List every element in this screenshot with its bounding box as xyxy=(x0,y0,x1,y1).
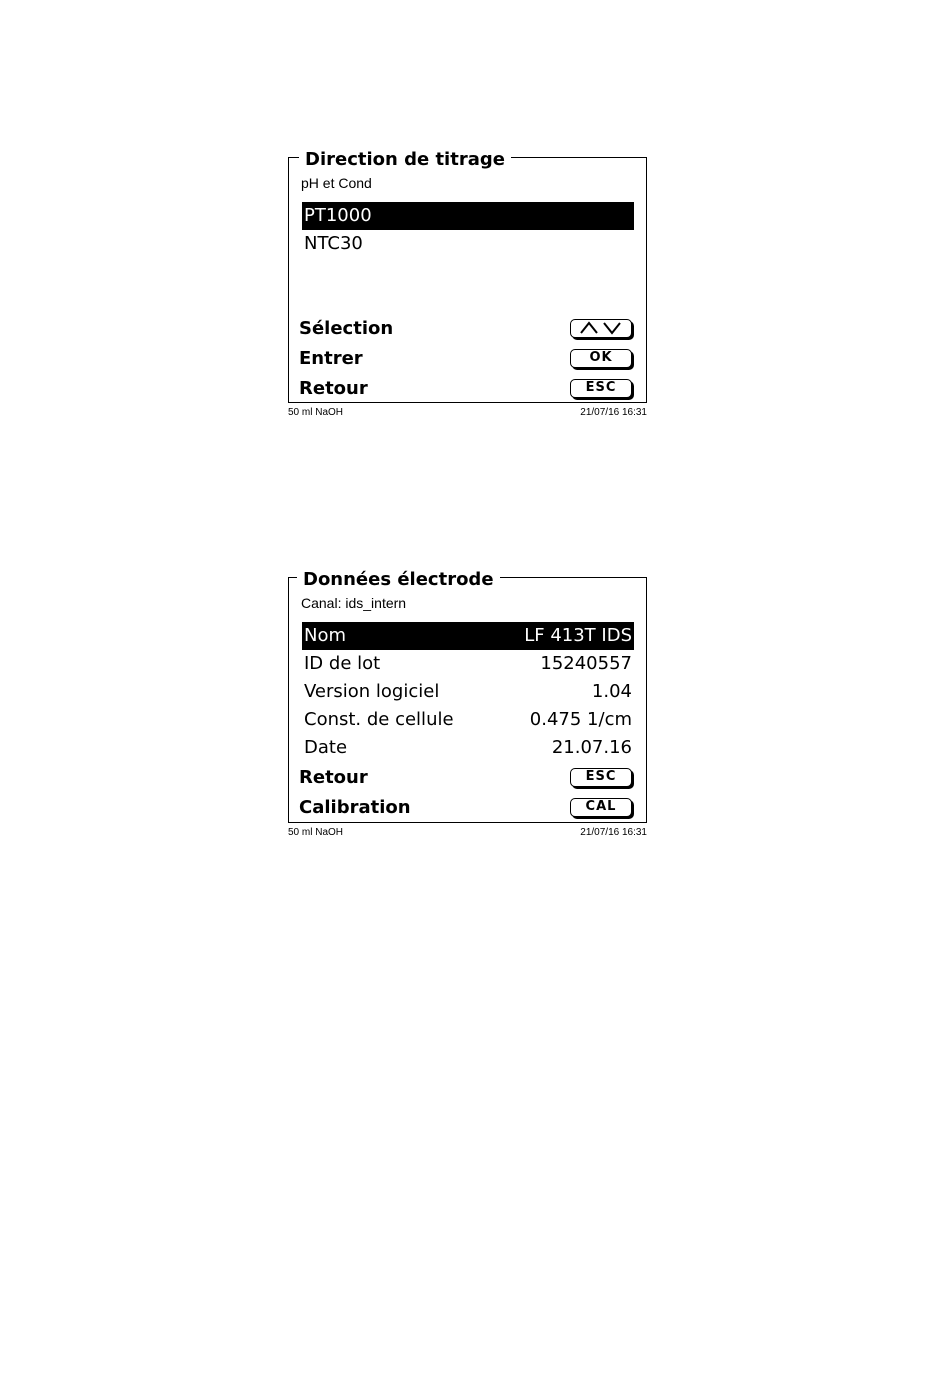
row-label: Version logiciel xyxy=(304,681,440,702)
option-list xyxy=(302,202,634,258)
ok-key[interactable]: OK xyxy=(570,349,632,368)
back-row xyxy=(299,374,634,402)
row-cell-constant[interactable] xyxy=(302,706,634,734)
up-down-arrows-icon xyxy=(578,321,624,335)
calibration-row xyxy=(299,793,634,821)
row-value: 21.07.16 xyxy=(551,737,632,758)
calibration-label: Calibration xyxy=(299,796,411,818)
status-datetime: 21/07/16 16:31 xyxy=(580,407,647,418)
screen-subtitle: Canal: ids_intern xyxy=(301,595,407,611)
row-value: 1.04 xyxy=(591,681,632,702)
up-down-key[interactable] xyxy=(570,319,632,338)
status-reagent: 50 ml NaOH xyxy=(288,407,344,418)
selection-label: Sélection xyxy=(299,317,394,339)
selection-row xyxy=(299,314,634,342)
esc-key[interactable]: ESC xyxy=(570,768,632,787)
row-label: Nom xyxy=(304,625,347,646)
screen-title: Données électrode xyxy=(297,570,500,590)
status-bar xyxy=(288,827,647,839)
status-bar xyxy=(288,407,647,419)
option-pt1000[interactable]: PT1000 xyxy=(302,202,634,230)
esc-key[interactable]: ESC xyxy=(570,379,632,398)
screen-title: Direction de titrage xyxy=(299,150,511,170)
row-value: 0.475 1/cm xyxy=(529,709,632,730)
status-reagent: 50 ml NaOH xyxy=(288,827,344,838)
row-value: 15240557 xyxy=(540,653,632,674)
row-name[interactable] xyxy=(302,622,634,650)
row-label: Const. de cellule xyxy=(304,709,454,730)
row-software-version[interactable] xyxy=(302,678,634,706)
row-label: ID de lot xyxy=(304,653,381,674)
row-batch-id[interactable] xyxy=(302,650,634,678)
enter-label: Entrer xyxy=(299,347,363,369)
back-label: Retour xyxy=(299,377,368,399)
enter-row xyxy=(299,344,634,372)
electrode-data-list xyxy=(302,622,634,762)
status-datetime: 21/07/16 16:31 xyxy=(580,827,647,838)
option-ntc30[interactable]: NTC30 xyxy=(304,233,363,254)
back-row xyxy=(299,763,634,791)
row-label: Date xyxy=(304,737,348,758)
electrode-data-screen xyxy=(288,569,647,823)
row-value: LF 413T IDS xyxy=(524,625,632,646)
row-date[interactable] xyxy=(302,734,634,762)
cal-key[interactable]: CAL xyxy=(570,798,632,817)
screen-subtitle: pH et Cond xyxy=(301,175,372,191)
back-label: Retour xyxy=(299,766,368,788)
titration-direction-screen xyxy=(288,149,647,403)
